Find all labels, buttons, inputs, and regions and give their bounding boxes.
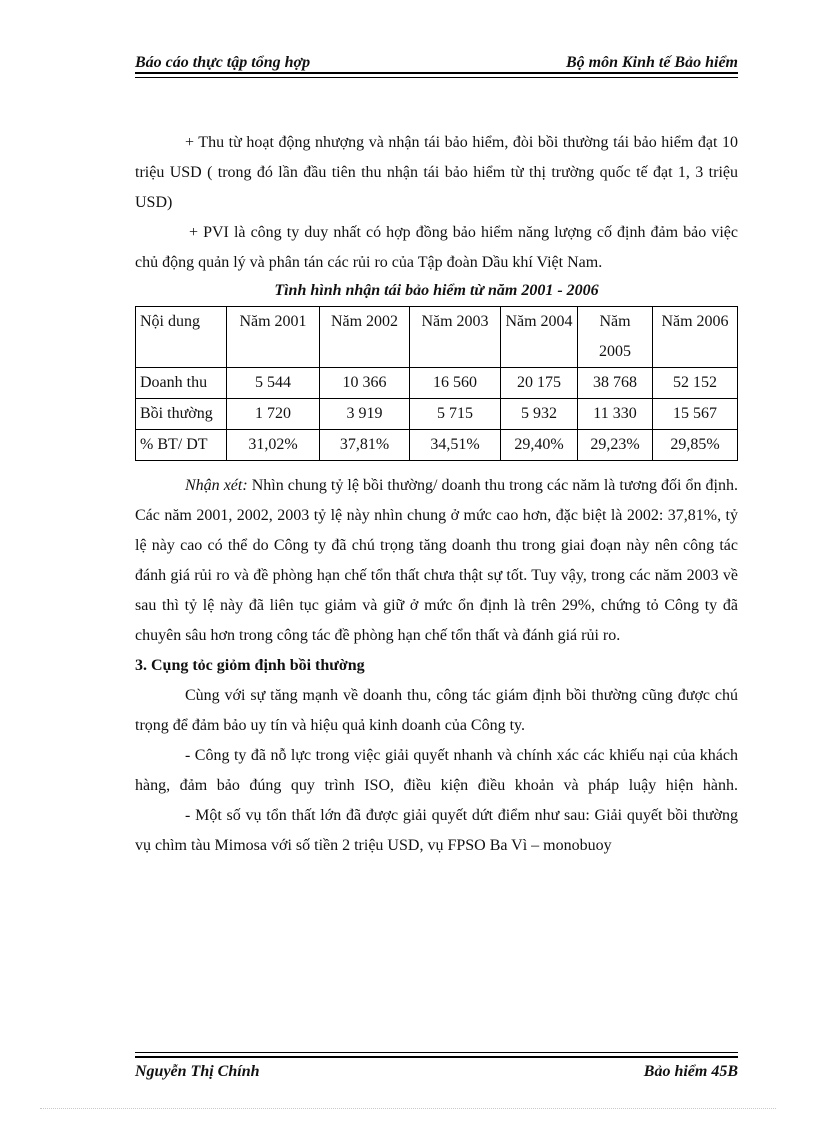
table-cell: 29,85% — [653, 430, 738, 461]
header-left-title: Báo cáo thực tập tổng hợp — [135, 54, 311, 71]
table-cell: 15 567 — [653, 399, 738, 430]
comment-text: Nhìn chung tỷ lệ bồi thường/ doanh thu trong các năm là tương đối ổn định. Các năm 2001, 2002, 2003 tỷ lệ này nhìn chung ở mức cao hơn, đặc biệt là 2002: 37,81%, tỷ lệ này cao có thể do Công ty đã chú trọng tăng doanh thu trong giai đoạn này nên công tác đánh giá rủi ro và đề phòng hạn chế tổn thất chưa thật sự tốt. Tuy vậy, trong các năm 2003 về sau thì tỷ lệ này đã liên tục giảm và giữ ở mức ổn định là trên 29%, chứng tỏ Công ty đã chuyên sâu hơn trong công tác đề phòng hạn chế tổn thất và đánh giá rủi ro. — [135, 477, 738, 644]
table-cell: 38 768 — [578, 368, 653, 399]
table-row — [136, 368, 738, 399]
table-header-cell: Năm 2005 — [578, 307, 653, 368]
table-cell: % BT/ DT — [136, 430, 227, 461]
table-cell: 34,51% — [410, 430, 501, 461]
table-header-cell: Năm 2002 — [320, 307, 410, 368]
table-header-cell: Năm 2006 — [653, 307, 738, 368]
footer-author: Nguyễn Thị Chính — [135, 1063, 260, 1080]
table-cell: Doanh thu — [136, 368, 227, 399]
page-header — [135, 46, 738, 72]
footer-rule-thin — [135, 1052, 738, 1053]
table-cell: 5 715 — [410, 399, 501, 430]
paragraph-pvi-energy: + PVI là công ty duy nhất có hợp đồng bảo hiểm năng lượng cố định đảm bảo việc chủ động quản lý và phân tán các rủi ro của Tập đoàn Dầu khí Việt Nam. — [135, 224, 738, 271]
paragraph-claims-iso: - Công ty đã nỗ lực trong việc giải quyết nhanh và chính xác các khiếu nại của khách hàng, đảm bảo đúng quy trình ISO, điều kiện điều khoản và pháp luậy hiện hành. — [135, 747, 738, 794]
table-row — [136, 399, 738, 430]
paragraph-claims-losses: - Một số vụ tổn thất lớn đã được giải quyết dứt điểm như sau: Giải quyết bồi thường vụ chìm tàu Mimosa với số tiền 2 triệu USD, vụ FPSO Ba Vì – monobuoy — [135, 807, 738, 854]
table-cell: 29,23% — [578, 430, 653, 461]
table-cell: 20 175 — [501, 368, 578, 399]
paragraph-comment — [135, 471, 738, 651]
page-bottom-divider — [40, 1108, 776, 1109]
table-header-row — [136, 307, 738, 368]
table-header-cell: Năm 2004 — [501, 307, 578, 368]
page-footer — [135, 1060, 738, 1084]
table-header-cell: Năm 2003 — [410, 307, 501, 368]
table-header-cell: Năm 2001 — [227, 307, 320, 368]
table-cell: 31,02% — [227, 430, 320, 461]
footer-rule-thick — [135, 1056, 738, 1058]
table-header-cell: Nội dung — [136, 307, 227, 368]
reinsurance-table — [135, 306, 738, 461]
comment-label: Nhận xét: — [185, 477, 248, 494]
table-cell: 5 544 — [227, 368, 320, 399]
table-cell: 10 366 — [320, 368, 410, 399]
page-body — [135, 128, 738, 861]
table-cell: 16 560 — [410, 368, 501, 399]
table-cell: 11 330 — [578, 399, 653, 430]
table-cell: 29,40% — [501, 430, 578, 461]
table-cell: 52 152 — [653, 368, 738, 399]
table-cell: 1 720 — [227, 399, 320, 430]
table-row — [136, 430, 738, 461]
paragraph-reinsurance-revenue: + Thu từ hoạt động nhượng và nhận tái bảo hiểm, đòi bồi thường tái bảo hiểm đạt 10 triệu USD ( trong đó lần đầu tiên thu nhận tái bảo hiểm từ thị trường quốc tế đạt 1, 3 triệu USD) — [135, 134, 738, 211]
header-rule-thick — [135, 72, 738, 74]
table-cell: Bồi thường — [136, 399, 227, 430]
table-cell: 3 919 — [320, 399, 410, 430]
table-cell: 37,81% — [320, 430, 410, 461]
header-right-title: Bộ môn Kinh tế Bảo hiểm — [565, 54, 738, 71]
table-cell: 5 932 — [501, 399, 578, 430]
header-rule-thin — [135, 77, 738, 78]
section-title: 3. Cụng tỏc giỏm định bồi thường — [135, 657, 365, 674]
paragraph-claims-intro: Cùng với sự tăng mạnh về doanh thu, công tác giám định bồi thường cũng được chú trọng để đảm bảo uy tín và hiệu quả kinh doanh của Công ty. — [135, 687, 738, 734]
table-caption: Tình hình nhận tái bảo hiểm từ năm 2001 - 2006 — [274, 282, 599, 299]
footer-class: Bảo hiểm 45B — [643, 1063, 738, 1080]
